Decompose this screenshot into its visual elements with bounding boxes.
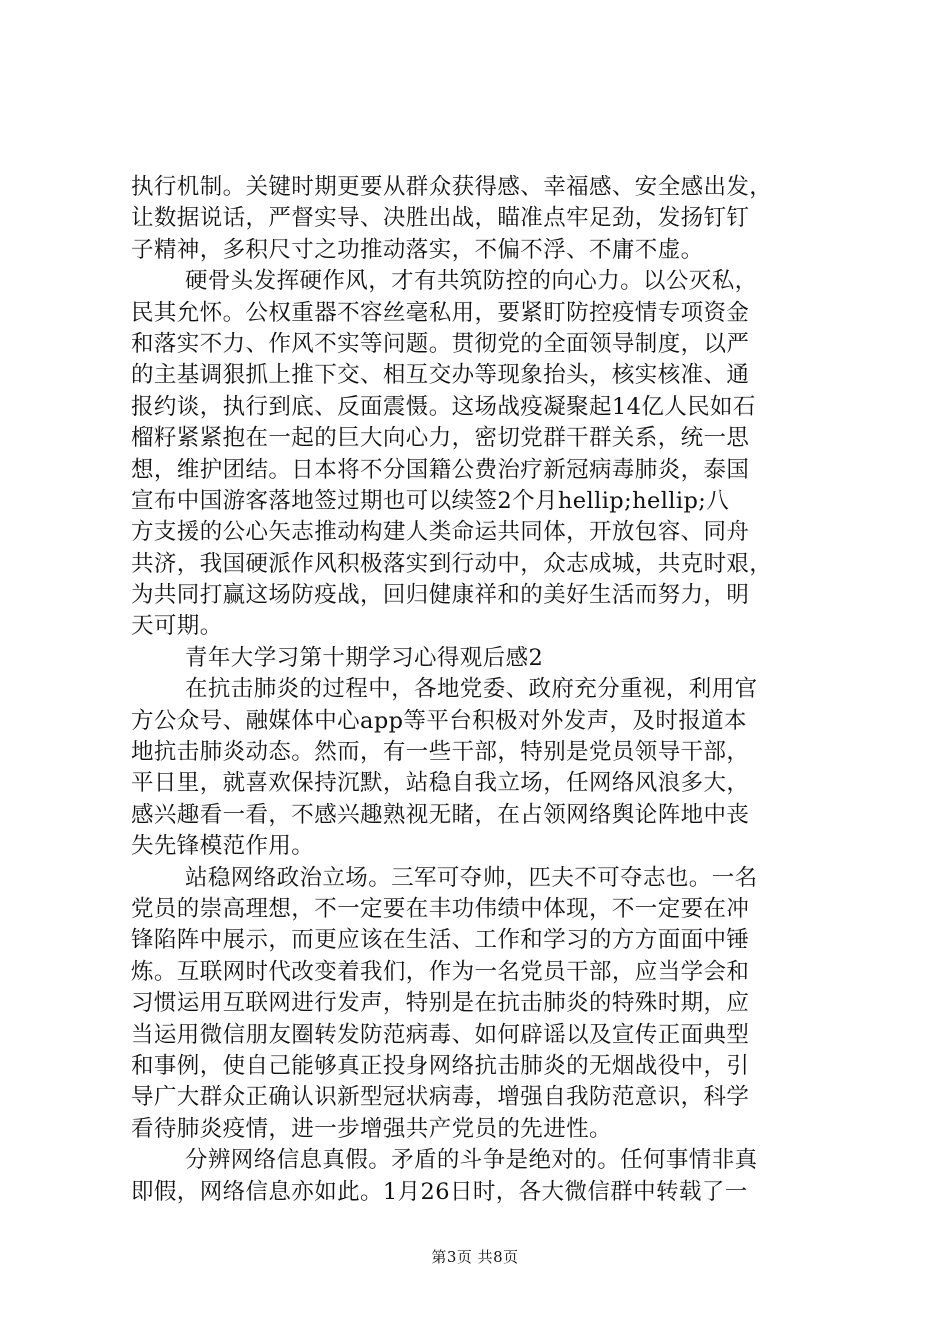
text-line: 让数据说话，严督实导、决胜出战，瞄准点牢足劲，发扬钉钉: [131, 205, 750, 232]
text-line: 在抗击肺炎的过程中，各地党委、政府充分重视，利用官: [185, 676, 758, 703]
text-line: 平日里，就喜欢保持沉默，站稳自我立场，任网络风浪多大，: [131, 770, 750, 797]
text-line: 和落实不力、作风不实等问题。贯彻党的全面领导制度，以严: [131, 330, 750, 357]
text-line: 炼。互联网时代改变着我们，作为一名党员干部，应当学会和: [131, 958, 750, 985]
text-line: 共济，我国硬派作风积极落实到行动中，众志成城，共克时艰，: [131, 550, 773, 577]
text-line: 方公众号、融媒体中心app等平台积极对外发声，及时报道本: [131, 707, 747, 734]
text-line: 报约谈，执行到底、反面震慑。这场战疫凝聚起14亿人民如石: [131, 393, 756, 420]
text-line: 方支援的公心矢志推动构建人类命运共同体，开放包容、同舟: [131, 519, 750, 546]
text-line: 地抗击肺炎动态。然而，有一些干部，特别是党员领导干部，: [131, 739, 750, 766]
text-line: 为共同打赢这场防疫战，回归健康祥和的美好生活而努力，明: [131, 582, 750, 609]
text-line: 即假，网络信息亦如此。1月26日时，各大微信群中转载了一: [131, 1178, 748, 1205]
text-line: 习惯运用互联网进行发声，特别是在抗击肺炎的特殊时期，应: [131, 990, 750, 1017]
text-line: 想，维护团结。日本将不分国籍公费治疗新冠病毒肺炎，泰国: [131, 456, 750, 483]
text-line: 民其允怀。公权重器不容丝毫私用，要紧盯防控疫情专项资金: [131, 299, 750, 326]
document-body: [131, 172, 831, 1208]
text-line: 感兴趣看一看，不感兴趣熟视无睹，在占领网络舆论阵地中丧: [131, 801, 750, 828]
text-line: 天可期。: [131, 613, 223, 640]
text-line: 党员的崇高理想，不一定要在丰功伟绩中体现，不一定要在冲: [131, 895, 750, 922]
text-line: 导广大群众正确认识新型冠状病毒，增强自我防范意识，科学: [131, 1084, 750, 1111]
text-line: 失先锋模范作用。: [131, 833, 315, 860]
text-line: 和事例，使自己能够真正投身网络抗击肺炎的无烟战役中，引: [131, 1052, 750, 1079]
text-line: 宣布中国游客落地签过期也可以续签2个月hellip;hellip;八: [131, 487, 730, 514]
text-line: 看待肺炎疫情，进一步增强共产党员的先进性。: [131, 1115, 612, 1142]
text-line: 的主基调狠抓上推下交、相互交办等现象抬头，核实核准、通: [131, 362, 750, 389]
text-line: 子精神，多积尺寸之功推动落实，不偏不浮、不庸不虚。: [131, 236, 704, 263]
text-line: 锋陷阵中展示，而更应该在生活、工作和学习的方方面面中锤: [131, 927, 750, 954]
text-line: 站稳网络政治立场。三军可夺帅，匹夫不可夺志也。一名: [185, 864, 758, 891]
text-line: 硬骨头发挥硬作风，才有共筑防控的向心力。以公灭私，: [185, 268, 758, 295]
text-line: 执行机制。关键时期更要从群众获得感、幸福感、安全感出发，: [131, 174, 773, 200]
text-line: 青年大学习第十期学习心得观后感2: [185, 644, 544, 671]
text-line: 榴籽紧紧抱在一起的巨大向心力，密切党群干群关系，统一思: [131, 425, 750, 452]
text-line: 分辨网络信息真假。矛盾的斗争是绝对的。任何事情非真: [185, 1147, 758, 1174]
page-number-footer: 第3页 共8页: [431, 1248, 519, 1266]
text-line: 当运用微信朋友圈转发防范病毒、如何辟谣以及宣传正面典型: [131, 1021, 750, 1048]
